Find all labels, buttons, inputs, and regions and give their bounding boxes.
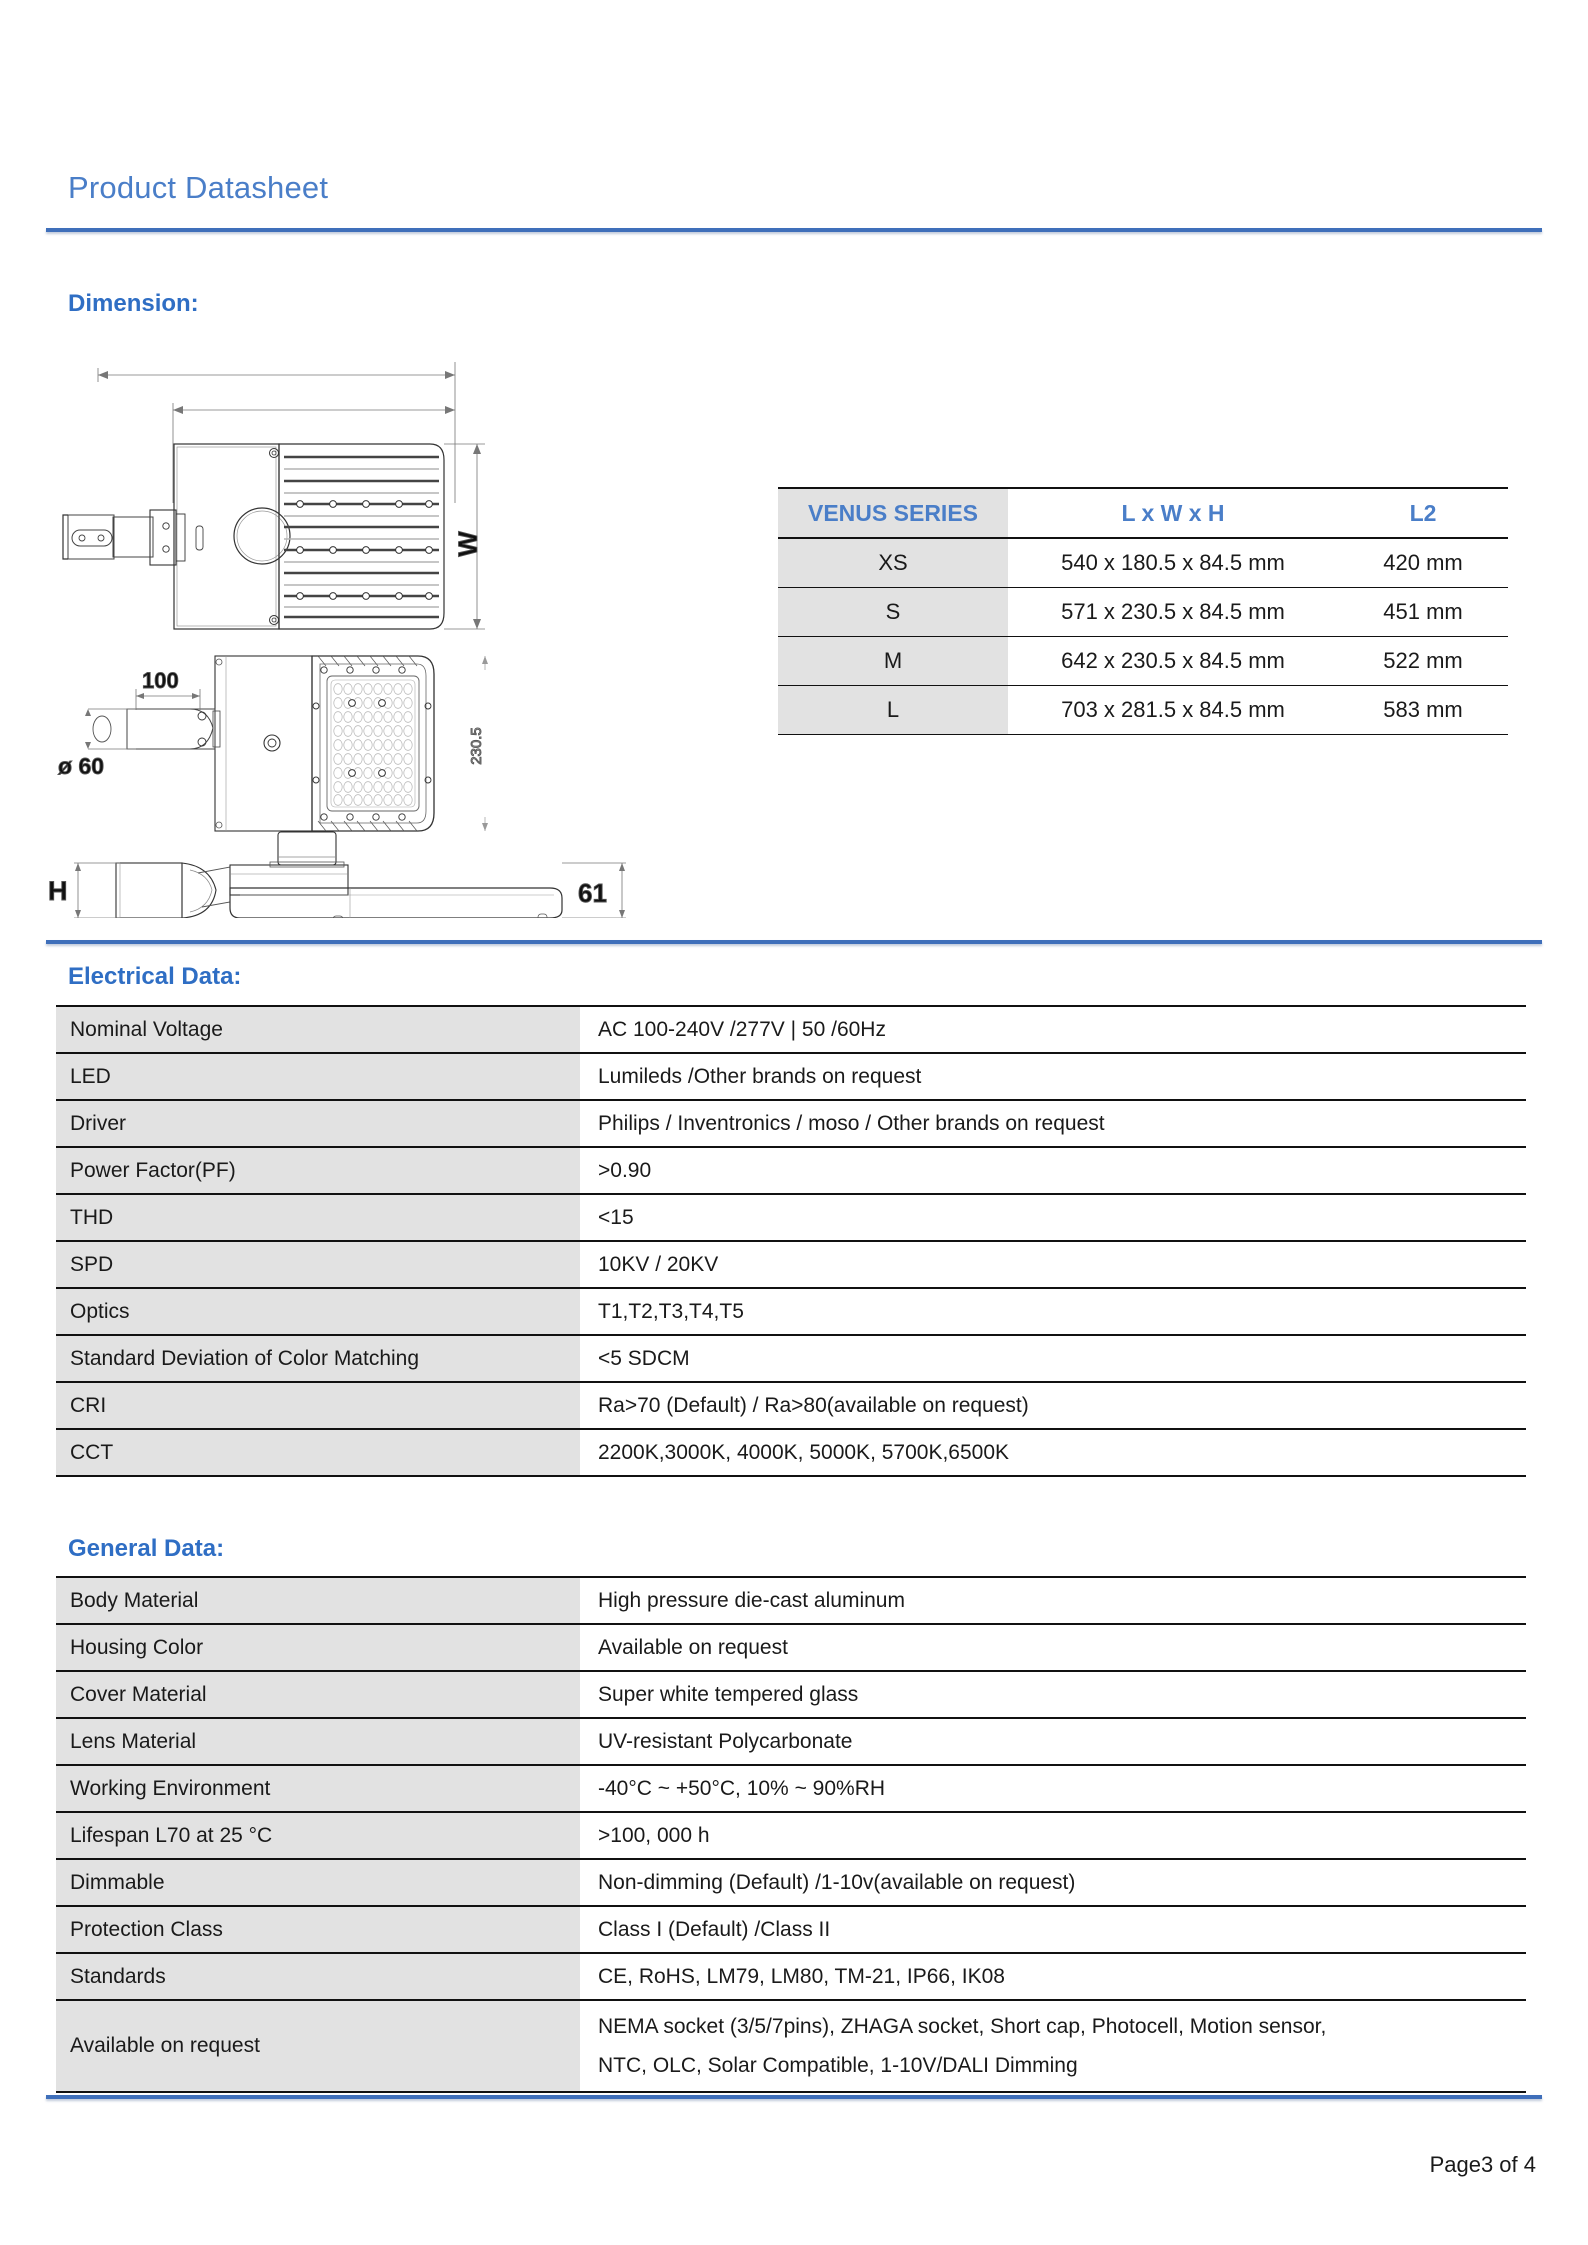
table-row: [778, 588, 1508, 637]
row-value: Available on request: [580, 1624, 1526, 1671]
row-value: T1,T2,T3,T4,T5: [580, 1288, 1526, 1335]
row-key: Driver: [56, 1100, 580, 1147]
table-header-row: [778, 488, 1508, 538]
row-key: Cover Material: [56, 1671, 580, 1718]
cell-series: XS: [778, 538, 1008, 588]
cell-series: S: [778, 588, 1008, 637]
row-key: CCT: [56, 1429, 580, 1476]
row-key: CRI: [56, 1382, 580, 1429]
table-row: [56, 1382, 1526, 1429]
svg-text:H: H: [48, 876, 68, 906]
row-value: 2200K,3000K, 4000K, 5000K, 5700K,6500K: [580, 1429, 1526, 1476]
cell-lwh: 642 x 230.5 x 84.5 mm: [1008, 637, 1338, 686]
table-row: [56, 1241, 1526, 1288]
table-row: [56, 1147, 1526, 1194]
cell-l2: 583 mm: [1338, 686, 1508, 735]
page-number: Page3 of 4: [1429, 2152, 1536, 2177]
table-row: [56, 1577, 1526, 1624]
row-value: 10KV / 20KV: [580, 1241, 1526, 1288]
table-row: [56, 1335, 1526, 1382]
row-value: <15: [580, 1194, 1526, 1241]
row-key: Lifespan L70 at 25 °C: [56, 1812, 580, 1859]
cell-l2: 420 mm: [1338, 538, 1508, 588]
row-value: -40°C ~ +50°C, 10% ~ 90%RH: [580, 1765, 1526, 1812]
cell-l2: 451 mm: [1338, 588, 1508, 637]
table-row: [56, 1053, 1526, 1100]
row-key: Nominal Voltage: [56, 1006, 580, 1053]
spec-table-body: [778, 538, 1508, 735]
table-row: [778, 637, 1508, 686]
table-row: [778, 538, 1508, 588]
section-heading-general: General Data:: [68, 1535, 225, 1562]
header-l2: L2: [1338, 488, 1508, 538]
table-row: [56, 1812, 1526, 1859]
row-value: AC 100-240V /277V | 50 /60Hz: [580, 1006, 1526, 1053]
table-row: [56, 1288, 1526, 1335]
table-row: [56, 1953, 1526, 2000]
table-row: [56, 1859, 1526, 1906]
svg-text:ø 60: ø 60: [58, 753, 105, 779]
table-row: [56, 1624, 1526, 1671]
row-value: <5 SDCM: [580, 1335, 1526, 1382]
row-key: Power Factor(PF): [56, 1147, 580, 1194]
product-dimension-drawing: [30, 318, 650, 918]
section-heading-dimension: Dimension:: [68, 290, 199, 317]
row-key: Available on request: [56, 2000, 580, 2092]
row-key: THD: [56, 1194, 580, 1241]
cell-lwh: 540 x 180.5 x 84.5 mm: [1008, 538, 1338, 588]
row-value: Non-dimming (Default) /1-10v(available on request): [580, 1859, 1526, 1906]
venus-series-dimension-table: [778, 487, 1508, 735]
header-divider: [46, 228, 1542, 232]
section-heading-electrical: Electrical Data:: [68, 963, 242, 990]
electrical-data-table: [56, 1005, 1526, 1477]
row-key: Lens Material: [56, 1718, 580, 1765]
row-key: Standard Deviation of Color Matching: [56, 1335, 580, 1382]
table-row: [56, 1906, 1526, 1953]
row-key: Housing Color: [56, 1624, 580, 1671]
svg-text:230.5: 230.5: [468, 727, 485, 765]
table-row: [56, 2000, 1526, 2092]
footer-divider: [46, 2095, 1542, 2099]
row-key: LED: [56, 1053, 580, 1100]
cell-lwh: 571 x 230.5 x 84.5 mm: [1008, 588, 1338, 637]
row-value: Philips / Inventronics / moso / Other brands on request: [580, 1100, 1526, 1147]
table-row: [56, 1006, 1526, 1053]
row-key: Optics: [56, 1288, 580, 1335]
table-row: [56, 1718, 1526, 1765]
cell-lwh: 703 x 281.5 x 84.5 mm: [1008, 686, 1338, 735]
table-row: [56, 1765, 1526, 1812]
svg-text:100: 100: [142, 668, 179, 693]
row-value: >0.90: [580, 1147, 1526, 1194]
row-value: High pressure die-cast aluminum: [580, 1577, 1526, 1624]
cell-series: M: [778, 637, 1008, 686]
row-value: CE, RoHS, LM79, LM80, TM-21, IP66, IK08: [580, 1953, 1526, 2000]
row-key: Working Environment: [56, 1765, 580, 1812]
row-value: >100, 000 h: [580, 1812, 1526, 1859]
general-data-table: [56, 1576, 1526, 2093]
header-series: VENUS SERIES: [778, 488, 1008, 538]
row-key: Dimmable: [56, 1859, 580, 1906]
svg-text:W: W: [453, 531, 483, 557]
row-key: SPD: [56, 1241, 580, 1288]
table-row: [56, 1194, 1526, 1241]
page-title: Product Datasheet: [68, 170, 329, 205]
row-key: Protection Class: [56, 1906, 580, 1953]
section-divider-electrical: [46, 940, 1542, 944]
row-value: Class I (Default) /Class II: [580, 1906, 1526, 1953]
row-key: Standards: [56, 1953, 580, 2000]
header-lwh: L x W x H: [1008, 488, 1338, 538]
row-value: Super white tempered glass: [580, 1671, 1526, 1718]
row-key: Body Material: [56, 1577, 580, 1624]
row-value: Lumileds /Other brands on request: [580, 1053, 1526, 1100]
table-row: [56, 1100, 1526, 1147]
table-row: [56, 1429, 1526, 1476]
svg-text:61: 61: [578, 878, 607, 908]
cell-l2: 522 mm: [1338, 637, 1508, 686]
table-row: [778, 686, 1508, 735]
cell-series: L: [778, 686, 1008, 735]
table-row: [56, 1671, 1526, 1718]
row-value: NEMA socket (3/5/7pins), ZHAGA socket, Short cap, Photocell, Motion sensor, NTC, OLC, Solar Compatible, 1-10V/DALI Dimming: [580, 2000, 1526, 2092]
row-value: UV-resistant Polycarbonate: [580, 1718, 1526, 1765]
row-value: Ra>70 (Default) / Ra>80(available on request): [580, 1382, 1526, 1429]
